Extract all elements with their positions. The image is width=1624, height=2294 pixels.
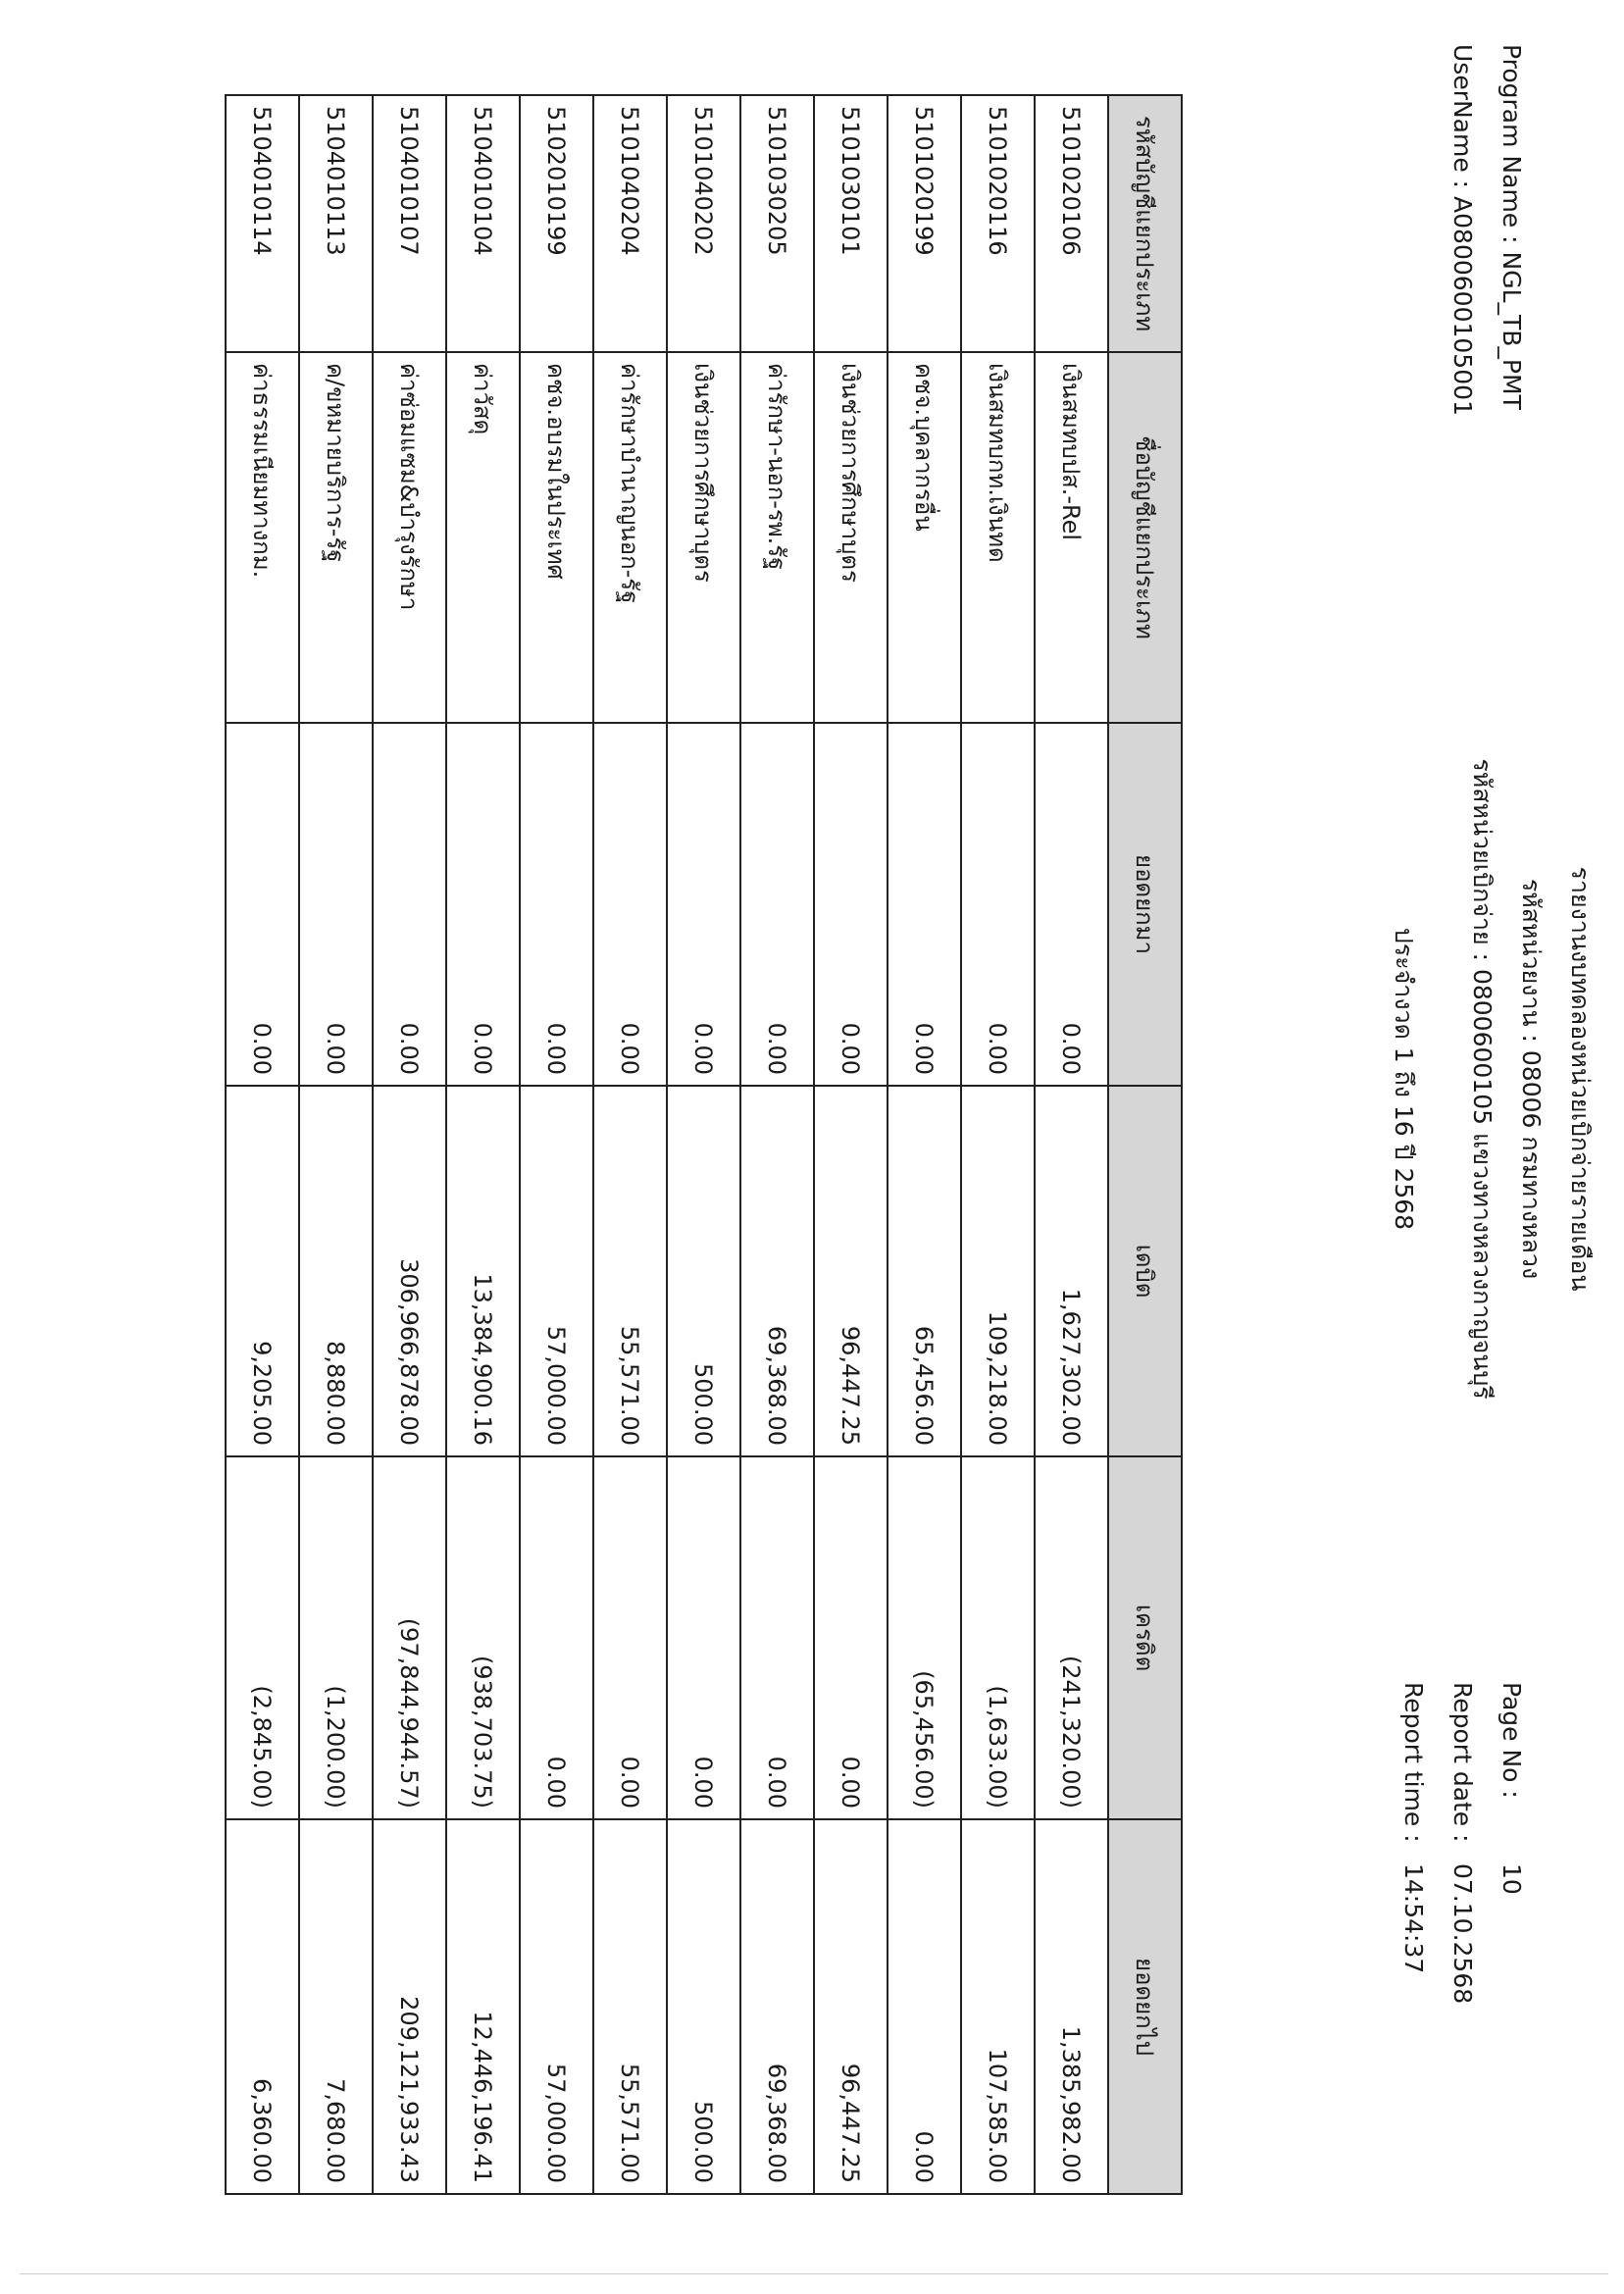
table-row xyxy=(593,95,667,2194)
col-header-carried-forward: ยอดยกไป xyxy=(1108,1819,1182,2194)
page-no-label: Page No : xyxy=(1497,1682,1526,1799)
cell-brought-forward: 0.00 xyxy=(299,723,373,1086)
cell-brought-forward: 0.00 xyxy=(593,723,667,1086)
cell-credit: 0.00 xyxy=(740,1456,814,1819)
report-time-value: 14:54:37 xyxy=(1399,1863,1428,1974)
disbursement-unit: รหัสหน่วยเบิกจ่าย : 0800600105 แขวงทางหลวงกาญจนบุรี xyxy=(1468,758,1497,1400)
cell-carried-forward: 1,385,982.00 xyxy=(1035,1819,1108,2194)
trial-balance-table xyxy=(225,94,1183,2195)
report-date-value: 07.10.2568 xyxy=(1448,1863,1477,2005)
table-header-row xyxy=(1108,95,1182,2194)
table-row xyxy=(814,95,888,2194)
cell-brought-forward: 0.00 xyxy=(667,723,740,1086)
cell-brought-forward: 0.00 xyxy=(226,723,299,1086)
agency-code: รหัสหน่วยงาน : 08006 กรมทางหลวง xyxy=(1517,878,1546,1280)
cell-account-name: เงินช่วยการศึกษาบุตร xyxy=(814,352,888,723)
cell-account-name: เงินช่วยการศึกษาบุตร xyxy=(667,352,740,723)
cell-brought-forward: 0.00 xyxy=(740,723,814,1086)
page-no-value: 10 xyxy=(1497,1863,1526,1895)
cell-brought-forward: 0.00 xyxy=(961,723,1035,1086)
cell-debit: 500.00 xyxy=(667,1086,740,1456)
cell-account-name: ค่าวัสดุ xyxy=(446,352,520,723)
program-name: Program Name : NGL_TB_PMT xyxy=(1497,44,1526,410)
cell-carried-forward: 55,571.00 xyxy=(593,1819,667,2194)
scan-edge-line xyxy=(20,2273,1608,2274)
cell-account-code: 5101020116 xyxy=(961,95,1035,352)
cell-debit: 96,447.25 xyxy=(814,1086,888,1456)
cell-account-code: 5101020106 xyxy=(1035,95,1108,352)
table-row xyxy=(520,95,593,2194)
cell-credit: (97,844,944.57) xyxy=(373,1456,446,1819)
cell-brought-forward: 0.00 xyxy=(446,723,520,1086)
cell-debit: 65,456.00 xyxy=(888,1086,961,1456)
cell-account-name: เงินสมทบกท.เงินทด xyxy=(961,352,1035,723)
cell-account-code: 5101040204 xyxy=(593,95,667,352)
cell-account-name: คชจ.อบรมในประเทศ xyxy=(520,352,593,723)
cell-credit: (241,320.00) xyxy=(1035,1456,1108,1819)
cell-credit: 0.00 xyxy=(520,1456,593,1819)
cell-debit: 57,000.00 xyxy=(520,1086,593,1456)
cell-debit: 306,966,878.00 xyxy=(373,1086,446,1456)
cell-brought-forward: 0.00 xyxy=(520,723,593,1086)
cell-account-code: 5104010107 xyxy=(373,95,446,352)
cell-account-name: ค่าซ่อมแซม&บำรุงรักษา xyxy=(373,352,446,723)
cell-debit: 1,627,302.00 xyxy=(1035,1086,1108,1456)
cell-account-code: 5104010113 xyxy=(299,95,373,352)
cell-account-code: 5104010104 xyxy=(446,95,520,352)
cell-brought-forward: 0.00 xyxy=(1035,723,1108,1086)
col-header-brought-forward: ยอดยกมา xyxy=(1108,723,1182,1086)
cell-carried-forward: 500.00 xyxy=(667,1819,740,2194)
table-row xyxy=(667,95,740,2194)
col-header-account-name: ชื่อบัญชีแยกประเภท xyxy=(1108,352,1182,723)
table-row xyxy=(740,95,814,2194)
cell-carried-forward: 69,368.00 xyxy=(740,1819,814,2194)
cell-account-code: 5101030101 xyxy=(814,95,888,352)
cell-carried-forward: 12,446,196.41 xyxy=(446,1819,520,2194)
table-row xyxy=(446,95,520,2194)
cell-carried-forward: 96,447.25 xyxy=(814,1819,888,2194)
cell-debit: 69,368.00 xyxy=(740,1086,814,1456)
cell-carried-forward: 57,000.00 xyxy=(520,1819,593,2194)
cell-brought-forward: 0.00 xyxy=(814,723,888,1086)
cell-account-code: 5101020199 xyxy=(888,95,961,352)
cell-account-name: ค่ารักษาบำนาญนอก-รัฐ xyxy=(593,352,667,723)
cell-credit: (1,633.00) xyxy=(961,1456,1035,1819)
cell-account-name: ค่าธรรมเนียมทางกม. xyxy=(226,352,299,723)
cell-debit: 55,571.00 xyxy=(593,1086,667,1456)
cell-debit: 9,205.00 xyxy=(226,1086,299,1456)
cell-credit: (938,703.75) xyxy=(446,1456,520,1819)
cell-carried-forward: 107,585.00 xyxy=(961,1819,1035,2194)
table-row xyxy=(1035,95,1108,2194)
user-name: UserName : A080060010​5001 xyxy=(1448,44,1477,416)
col-header-credit: เครดิต xyxy=(1108,1456,1182,1819)
cell-debit: 13,384,900.16 xyxy=(446,1086,520,1456)
cell-account-code: 5102010199 xyxy=(520,95,593,352)
cell-credit: 0.00 xyxy=(593,1456,667,1819)
cell-credit: 0.00 xyxy=(814,1456,888,1819)
cell-brought-forward: 0.00 xyxy=(373,723,446,1086)
cell-account-code: 5101040202 xyxy=(667,95,740,352)
cell-credit: (65,456.00) xyxy=(888,1456,961,1819)
cell-account-name: ค/ขหมายบริการ-รัฐ xyxy=(299,352,373,723)
table-row xyxy=(961,95,1035,2194)
cell-credit: 0.00 xyxy=(667,1456,740,1819)
report-title: รายงานงบทดลองหน่วยเบิกจ่ายรายเดือน xyxy=(1566,866,1595,1292)
cell-carried-forward: 209,121,933.43 xyxy=(373,1819,446,2194)
cell-carried-forward: 0.00 xyxy=(888,1819,961,2194)
cell-debit: 8,880.00 xyxy=(299,1086,373,1456)
table-row xyxy=(226,95,299,2194)
report-time-label: Report time : xyxy=(1399,1682,1428,1843)
cell-credit: (1,200.00) xyxy=(299,1456,373,1819)
cell-account-name: คชจ.บุคลากรอื่น xyxy=(888,352,961,723)
cell-debit: 109,218.00 xyxy=(961,1086,1035,1456)
table-row xyxy=(299,95,373,2194)
cell-account-code: 5101030205 xyxy=(740,95,814,352)
col-header-account-code: รหัสบัญชีแยกประเภท xyxy=(1108,95,1182,352)
cell-account-name: เงินสมทบปส.-Rel xyxy=(1035,352,1108,723)
report-date-label: Report date : xyxy=(1448,1682,1477,1843)
cell-account-code: 5104010114 xyxy=(226,95,299,352)
col-header-debit: เดบิต xyxy=(1108,1086,1182,1456)
report-period: ประจำงวด 1 ถึง 16 ปี 2568 xyxy=(1390,927,1418,1231)
cell-carried-forward: 6,360.00 xyxy=(226,1819,299,2194)
table-row xyxy=(888,95,961,2194)
table-row xyxy=(373,95,446,2194)
cell-account-name: ค่ารักษา-นอก-รพ.รัฐ xyxy=(740,352,814,723)
cell-brought-forward: 0.00 xyxy=(888,723,961,1086)
cell-credit: (2,845.00) xyxy=(226,1456,299,1819)
cell-carried-forward: 7,680.00 xyxy=(299,1819,373,2194)
